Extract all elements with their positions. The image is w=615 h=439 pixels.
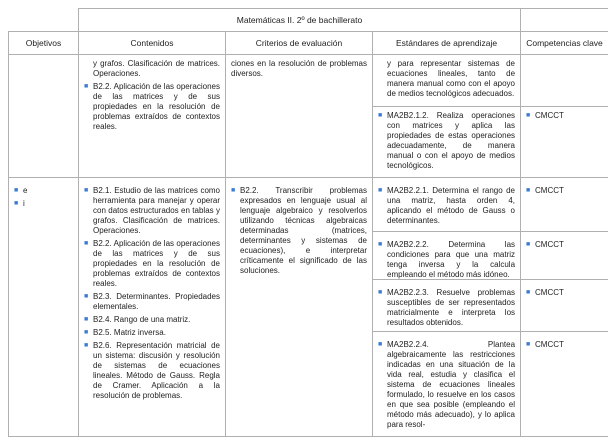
objetivos-cell xyxy=(9,178,79,437)
list-item: ■ MA2B2.1.2. Realiza operaciones con matrices y aplica las propiedades de estas operaciones adecuadamente, de manera manual o con el apoyo de medios tecnológicos. xyxy=(378,111,516,170)
standard-block xyxy=(373,332,520,436)
curriculum-page xyxy=(8,8,608,439)
contenidos-cell xyxy=(79,178,226,437)
standard-block xyxy=(373,178,520,232)
list-item: ■ B2.1. Estudio de las matrices como herramienta para manejar y operar con datos estructurados en tablas y grafos. Clasificación de matrices. Operaciones. xyxy=(84,186,220,235)
standard-block xyxy=(373,280,520,332)
square-bullet-icon: ■ xyxy=(378,289,383,296)
square-bullet-icon: ■ xyxy=(231,187,236,194)
square-bullet-icon: ■ xyxy=(84,187,89,194)
title-row xyxy=(9,9,609,32)
square-bullet-icon: ■ xyxy=(378,112,383,119)
standard-block xyxy=(373,107,520,177)
square-bullet-icon: ■ xyxy=(84,342,89,349)
list-item: y grafos. Clasificación de matrices. Operaciones. xyxy=(93,59,220,78)
square-bullet-icon: ■ xyxy=(84,83,89,90)
contenidos-cell xyxy=(79,55,226,178)
list-item: ■ MA2B2.2.3. Resuelve problemas susceptibles de ser representados matricialmente e interpreta los resultados obtenidos. xyxy=(378,288,516,327)
competency-block xyxy=(521,178,608,232)
list-item: ■ B2.2. Aplicación de las operaciones de las matrices y de sus propiedades en la resolución de problemas extraídos de contextos reales. xyxy=(84,239,220,288)
objetivos-cell xyxy=(9,55,79,178)
list-item: ■ B2.6. Representación matricial de un sistema: discusión y resolución de sistemas de ecuaciones lineales. Método de Gauss. Regla de Cramer. Aplicación a la resolución de problemas. xyxy=(84,341,220,400)
competencias-cell xyxy=(521,178,608,437)
header-estandares: Estándares de aprendizaje xyxy=(373,32,521,55)
square-bullet-icon: ■ xyxy=(378,341,383,348)
list-item: ■ CMCCT xyxy=(526,340,564,349)
list-item: y para representar sistemas de ecuaciones lineales, tanto de manera manual como con el apoyo de medios tecnológicos adecuados. xyxy=(387,59,516,98)
header-objetivos: Objetivos xyxy=(9,32,79,55)
square-bullet-icon: ■ xyxy=(378,241,383,248)
square-bullet-icon: ■ xyxy=(84,240,89,247)
title-blank-cell xyxy=(9,9,79,32)
competency-block xyxy=(521,55,608,107)
square-bullet-icon: ■ xyxy=(526,341,531,348)
competency-block xyxy=(521,332,608,356)
list-item: ■ i xyxy=(14,199,25,208)
list-item: ■ MA2B2.2.4. Plantea algebraicamente las restricciones indicadas en una situación de la vida real, estudia y clasifica el sistema de ecuaciones lineales formulado, lo resuelve en los casos en que sea posible (empleando el método más adecuado), y lo aplica para resol- xyxy=(378,340,516,429)
list-item: ■ B2.2. Transcribir problemas expresados en lenguaje usual al lenguaje algebraico y resolverlos utilizando técnicas algebraicas determinadas (matrices, determinantes y sistemas de ecuaciones), e interpretar críticamente el significado de las soluciones. xyxy=(231,186,367,275)
square-bullet-icon: ■ xyxy=(526,187,531,194)
header-row xyxy=(9,32,609,55)
list-item: ciones en la resolución de problemas diversos. xyxy=(231,59,367,78)
list-item: ■ B2.5. Matriz inversa. xyxy=(84,328,166,337)
square-bullet-icon: ■ xyxy=(84,316,89,323)
square-bullet-icon: ■ xyxy=(526,289,531,296)
list-item: ■ B2.3. Determinantes. Propiedades elementales. xyxy=(84,292,220,311)
square-bullet-icon: ■ xyxy=(378,187,383,194)
list-item: ■ MA2B2.2.1. Determina el rango de una matriz, hasta orden 4, aplicando el método de Gauss o determinantes. xyxy=(378,186,516,225)
estandares-cell xyxy=(373,178,521,437)
header-criterios: Criterios de evaluación xyxy=(226,32,373,55)
square-bullet-icon: ■ xyxy=(526,241,531,248)
list-item: ■ CMCCT xyxy=(526,288,564,297)
estandares-cell xyxy=(373,55,521,178)
competency-block xyxy=(521,232,608,280)
standard-block xyxy=(373,232,520,280)
square-bullet-icon: ■ xyxy=(84,293,89,300)
square-bullet-icon: ■ xyxy=(14,187,19,194)
criterios-cell xyxy=(226,55,373,178)
square-bullet-icon: ■ xyxy=(526,112,531,119)
competency-block xyxy=(521,107,608,127)
list-item: ■ MA2B2.2.2. Determina las condiciones para que una matriz tenga inversa y la calcula empleando el método más idóneo. xyxy=(378,240,516,279)
square-bullet-icon: ■ xyxy=(14,200,19,207)
list-item: ■ CMCCT xyxy=(526,111,564,120)
competency-block xyxy=(521,280,608,332)
square-bullet-icon: ■ xyxy=(84,329,89,336)
list-item: ■ B2.2. Aplicación de las operaciones de las matrices y de sus propiedades en la resolución de problemas extraídos de contextos reales. xyxy=(84,82,220,131)
competencias-cell xyxy=(521,55,608,178)
list-item: ■ B2.4. Rango de una matriz. xyxy=(84,315,191,324)
table-row xyxy=(9,178,609,437)
list-item: ■ e xyxy=(14,186,28,195)
standard-block xyxy=(373,55,520,107)
title-blank-cell-right xyxy=(521,9,608,32)
header-contenidos: Contenidos xyxy=(79,32,226,55)
list-item: ■ CMCCT xyxy=(526,240,564,249)
header-competencias: Competencias clave xyxy=(521,32,608,55)
table-title: Matemáticas II. 2º de bachillerato xyxy=(79,9,521,32)
curriculum-table xyxy=(8,8,608,437)
table-row xyxy=(9,55,609,178)
criterios-cell xyxy=(226,178,373,437)
list-item: ■ CMCCT xyxy=(526,186,564,195)
